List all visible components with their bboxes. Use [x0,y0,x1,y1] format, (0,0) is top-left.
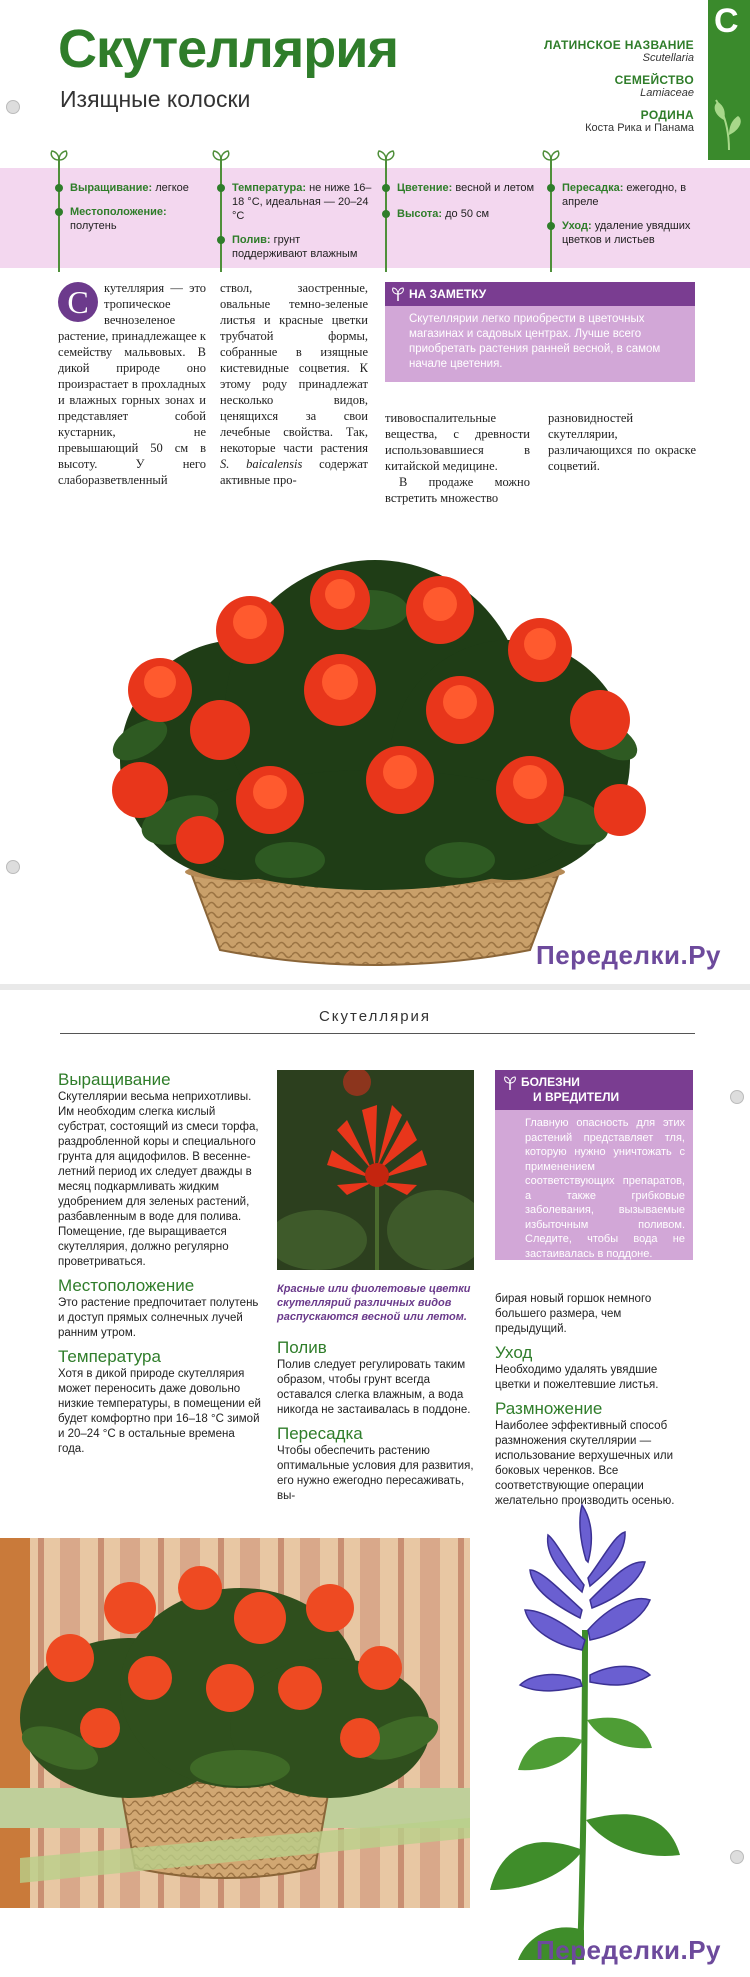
care-item: Местоположение: полутень [48,205,213,233]
photo-caption: Красные или фиолетовые цветки скутеллярий различных видов распускаются весной или летом. [277,1283,471,1323]
note-box [385,282,695,382]
article-text-col-3: тивовоспалительные вещества, с древности использовавшиеся в китайской медицине. В продаже можно встретить множество [385,411,530,505]
drop-cap: С [58,282,98,322]
text-column-1 [58,1070,263,1457]
binder-hole [6,860,20,874]
care-item: Полив: грунт поддерживают влажным [210,233,375,261]
care-item: Цветение: весной и летом [375,181,540,195]
article-text-col-1: С кутеллярия — это тропическое вечнозеленое растение, принадлежащее к семейству мальвовых. В дикой природе оно произрастает в прохладных и влажных горных зонах и представляет собой кустарник, не превышающий 50 см в высоту. У него слаборазветвленный [58,281,206,487]
latin-name-label: ЛАТИНСКОЕ НАЗВАНИЕ [543,38,694,52]
section-text: бирая новый горшок немного большего размера, чем предыдущий. [495,1293,652,1335]
care-item: Пересадка: ежегодно, в апреле [540,181,705,209]
pests-box [495,1070,693,1260]
page-title: Скутеллярия [58,19,398,79]
tab-letter: С [714,2,739,40]
scutellaria-plant-photo [40,510,710,980]
plant-info [474,38,694,143]
section-text: Полив следует регулировать таким образом, чтобы грунт всегда оставался слегка влажным, а вода никогда не застаивалась в поддоне. [277,1359,471,1416]
watermark-text: Переделки.Ру [536,1935,721,1965]
article-text-col-4: разновидностей скутеллярии, различающихся по окраске соцветий. [548,411,696,473]
sprout-icon [503,1076,517,1090]
section-text: Хотя в дикой природе скутеллярия может переносить даже довольно низкие температуры, в помещении ей будет комфортно при 16–18 °С зимой и 20–24 °С в остальные времена года. [58,1368,261,1455]
section-heading: Температура [58,1347,161,1366]
flower-closeup-photo [277,1070,474,1270]
sprout-icon [375,150,397,174]
section-heading: Местоположение [58,1276,195,1295]
alphabet-tab [708,0,750,160]
running-header: Скутеллярия [318,1008,432,1025]
sprout-icon [210,150,232,174]
section-heading: Пересадка [277,1424,363,1443]
care-column-4 [540,150,705,257]
page-two [0,990,750,1977]
homeland-value: Коста Рика и Панама [585,122,694,134]
red-flower-illustration [277,1070,474,1270]
section-heading: Размножение [495,1399,603,1418]
sprout-icon [540,150,562,174]
section-text: Чтобы обеспечить растению оптимальные условия для развития, его нужно ежегодно пересаживать, вы- [277,1445,474,1502]
section-text: Необходимо удалять увядшие цветки и пожелтевшие листья. [495,1364,659,1391]
article-text-col-2: ствол, заостренные, овальные темно-зеленые листья и красные цветки трубчатой формы, собранные в изящные кистевидные соцветия. К этому роду принадлежат несколько видов, ценящихся за свои лечебные свойства. Так, некоторые части растения S. baicalensis содержат активные про- [220,281,369,487]
header-rule [60,1033,695,1034]
binder-hole [730,1850,744,1864]
care-column-2 [210,150,375,271]
section-heading: Полив [277,1338,327,1357]
latin-name-value: Scutellaria [642,52,694,64]
section-heading: Уход [495,1343,533,1362]
pests-text: Главную опасность для этих растений представляет тля, которую нужно уничтожать с применением соответствующих препаратов, а также грибковые заболевания, вызываемые избыточным поливом. Следите, чтобы вода не застаивалась в поддоне. [525,1117,685,1260]
potted-plant-photo [0,1538,470,1908]
sprout-icon [391,287,405,301]
section-heading: Выращивание [58,1070,171,1089]
section-text: Наиболее эффективный способ размножения скутеллярии — использование верхушечных или боковых черенков. Все соответствующие операции желательно производить осенью. [495,1420,675,1507]
leaf-ornament-icon [712,80,746,150]
note-header: НА ЗАМЕТКУ [385,282,695,306]
page-subtitle: Изящные колоски [60,86,251,112]
text-column-2 [277,1338,477,1504]
care-item: Высота: до 50 см [375,207,540,221]
sprout-icon [48,150,70,174]
watermark-text: Переделки.Ру [536,940,721,970]
care-column-1 [48,150,213,243]
care-item: Выращивание: легкое [48,181,213,195]
care-column-3 [375,150,540,231]
family-value: Lamiaceae [640,87,694,99]
pests-header: БОЛЕЗНИ И ВРЕДИТЕЛИ [495,1070,693,1110]
care-item: Температура: не ниже 16–18 °С, идеальная — 20–24 °С [210,181,375,223]
care-item: Уход: удаление увядших цветков и листьев [540,219,705,247]
family-label: СЕМЕЙСТВО [614,73,694,87]
text-column-3 [495,1292,695,1509]
homeland-label: РОДИНА [640,108,694,122]
note-text: Скутеллярии легко приобрести в цветочных магазинах и садовых центрах. Лучше всего приобретать растения ранней весной, в самом начале цветения. [409,313,661,370]
binder-hole [730,1090,744,1104]
blue-scutellaria-illustration [470,1490,700,1960]
section-text: Это растение предпочитает полутень и доступ прямых солнечных лучей ранним утром. [58,1297,259,1339]
binder-hole [6,100,20,114]
section-text: Скутеллярии весьма неприхотливы. Им необходим слегка кислый субстрат, состоящий из смеси торфа, раздробленной коры и специального грунта для ацидофилов. В весенне-летний период их следует дважды в месяц подкармливать жидким удобрением для зеленых растений, разбавленным в воде для полива. Помещение, где выращивается скутеллярия, должно регулярно проветриваться. [58,1091,259,1268]
